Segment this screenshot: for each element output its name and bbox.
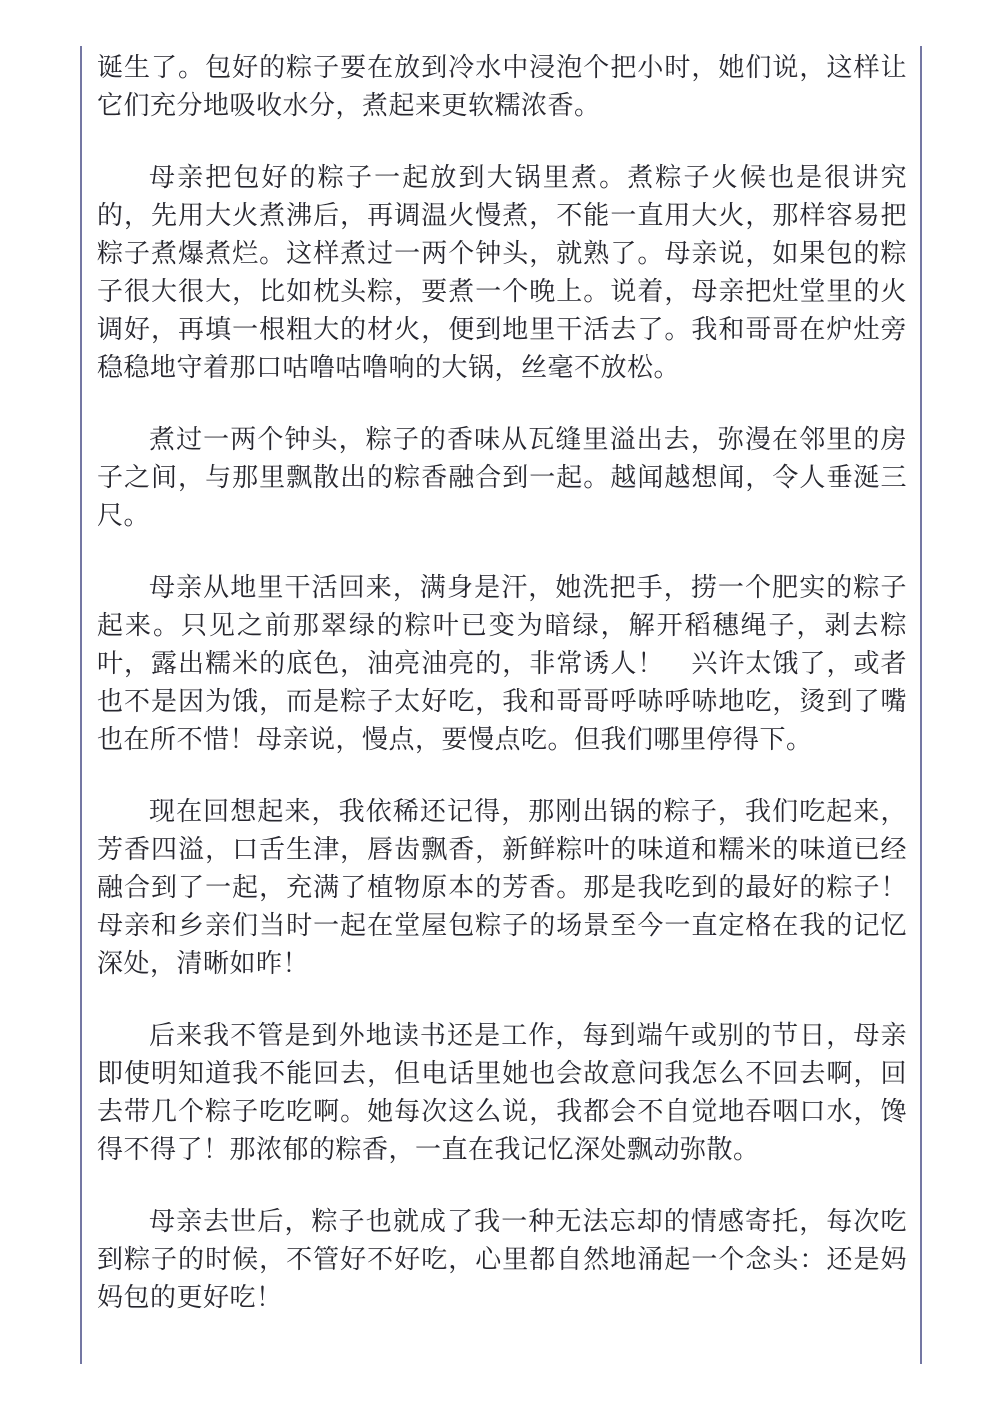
paragraph: 诞生了。包好的粽子要在放到冷水中浸泡个把小时，她们说，这样让它们充分地吸收水分，煮起来更软糯浓香。 (97, 53, 907, 121)
paragraph: 母亲去世后，粽子也就成了我一种无法忘却的情感寄托，每次吃到粽子的时候，不管好不好吃，心里都自然地涌起一个念头：还是妈妈包的更好吃！ (97, 1207, 907, 1313)
paragraph: 煮过一两个钟头，粽子的香味从瓦缝里溢出去，弥漫在邻里的房子之间，与那里飘散出的粽香融合到一起。越闻越想闻，令人垂涎三尺。 (97, 425, 907, 531)
essay-body (97, 49, 907, 1317)
paragraph: 现在回想起来，我依稀还记得，那刚出锅的粽子，我们吃起来，芳香四溢，口舌生津，唇齿飘香，新鲜粽叶的味道和糯米的味道已经融合到了一起，充满了植物原本的芳香。那是我吃到的最好的粽子！母亲和乡亲们当时一起在堂屋包粽子的场景至今一直定格在我的记忆深处，清晰如昨！ (97, 797, 907, 979)
paragraph: 母亲从地里干活回来，满身是汗，她洗把手，捞一个肥实的粽子起来。只见之前那翠绿的粽叶已变为暗绿，解开稻穗绳子，剥去粽叶，露出糯米的底色，油亮油亮的，非常诱人！ 兴许太饿了，或者也不是因为饿，而是粽子太好吃，我和哥哥呼哧呼哧地吃，烫到了嘴也在所不惜！母亲说，慢点，要慢点吃。但我们哪里停得下。 (97, 573, 907, 755)
paragraph: 后来我不管是到外地读书还是工作，每到端午或别的节日，母亲即使明知道我不能回去，但电话里她也会故意问我怎么不回去啊，回去带几个粽子吃吃啊。她每次这么说，我都会不自觉地吞咽口水，馋得不得了！那浓郁的粽香，一直在我记忆深处飘动弥散。 (97, 1021, 907, 1165)
page-border-right (920, 46, 922, 1364)
page-border-left (80, 46, 82, 1364)
paragraph: 母亲把包好的粽子一起放到大锅里煮。煮粽子火候也是很讲究的，先用大火煮沸后，再调温火慢煮，不能一直用大火，那样容易把粽子煮爆煮烂。这样煮过一两个钟头，就熟了。母亲说，如果包的粽子很大很大，比如枕头粽，要煮一个晚上。说着，母亲把灶堂里的火调好，再填一根粗大的材火，便到地里干活去了。我和哥哥在炉灶旁稳稳地守着那口咕噜咕噜响的大锅，丝毫不放松。 (97, 163, 907, 383)
